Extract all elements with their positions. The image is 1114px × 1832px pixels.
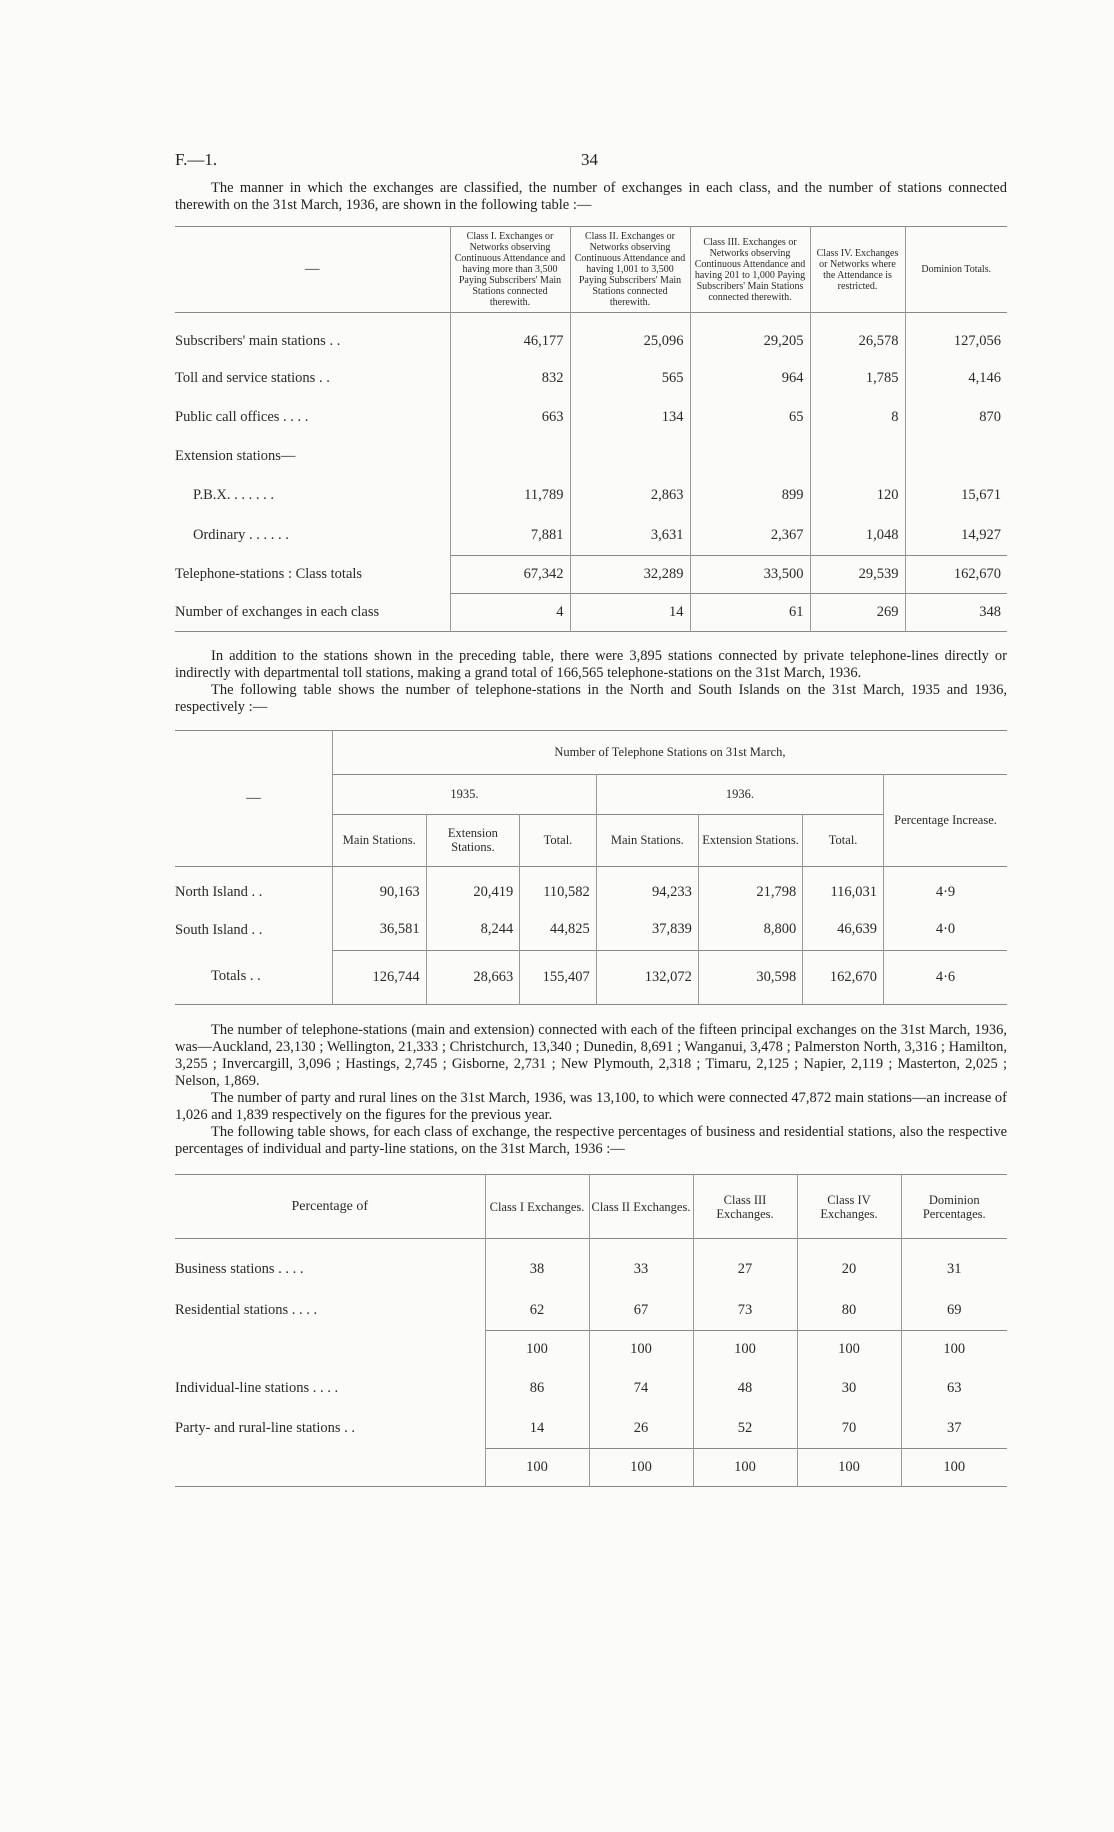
table2-percentage-header: Percentage Increase. [884,774,1007,866]
paragraph-additional-stations: In addition to the stations shown in the preceding table, there were 3,895 stations connected by private telephone-lines directly or indirectly with departmental toll stations, making a grand total of 166,565 telephone-stations on the 31st March, 1936. [175,647,1007,681]
table-row: P.B.X. . . . . . . 11,789 2,863 899 120 15,671 [175,476,1007,516]
table-row: Extension stations— [175,437,1007,476]
document-reference: F.—1. [175,150,218,169]
table1-header-class-1: Class I. Exchanges or Networks observing Continuous Attendance and having more than 3,500 Paying Subscribers' Main Stations connected therewith. [450,227,570,313]
paragraph-principal-exchanges: The number of telephone-stations (main and extension) connected with each of the fifteen principal exchanges on the 31st March, 1936, was—Auckland, 23,130 ; Wellington, 21,333 ; Christchurch, 13,340 ; Dunedin, 8,691 ; Wanganui, 3,478 ; Palmerston North, 3,316 ; Hamilton, 3,255 ; Invercargill, 3,096 ; Hastings, 2,745 ; Gisborne, 2,731 ; New Plymouth, 2,318 ; Timaru, 2,125 ; Napier, 2,119 ; Masterton, 2,025 ; Nelson, 1,869. [175,1022,1007,1089]
paragraph-party-rural-lines: The number of party and rural lines on the 31st March, 1936, was 13,100, to which were connected 47,872 main stations—an increase of 1,026 and 1,839 respectively on the figures for the previous year. [175,1090,1007,1123]
page-number: 34 [581,150,598,169]
percentages-table [175,1174,1007,1491]
page-header [175,150,1007,180]
table3-header-class-1: Class I Exchanges. [485,1175,589,1239]
table3-header-class-2: Class II Exchanges. [589,1175,693,1239]
table2-year-1935: 1935. [332,774,596,814]
table-row: North Island . . 90,163 20,419 110,582 94,233 21,798 116,031 4·9 [175,866,1007,910]
islands-stations-table: — Number of Telephone Stations on 31st March, 1935. 1936. Percentage Increase. Main Stations. Extension Stations. Total. Main Stations. Extension Stations. Total. North Island . . 90,163 20,419 110,582 94,233 21,798 116,031 4·9 South Island . . 36,581 8,244 44,825 37,839 8,800 46,639 4·0 Totals . . 126,744 28,663 155,407 132,072 30,598 162,670 4·6 [175,730,1007,1009]
table3-header-class-4: Class IV Exchanges. [797,1175,901,1239]
table-row: South Island . . 36,581 8,244 44,825 37,839 8,800 46,639 4·0 [175,910,1007,950]
table-row: Telephone-stations : Class totals 67,342 32,289 33,500 29,539 162,670 [175,556,1007,594]
table-row: Totals . . 126,744 28,663 155,407 132,072 30,598 162,670 4·6 [175,950,1007,1004]
table-row: Toll and service stations . . 832 565 964 1,785 4,146 [175,359,1007,398]
table1-header-class-4: Class IV. Exchanges or Networks where the Attendance is restricted. [810,227,905,313]
table-row: 100 100 100 100 100 [175,1449,1007,1487]
table1-header-class-2: Class II. Exchanges or Networks observing Continuous Attendance and having 1,001 to 3,500 Paying Subscribers' Main Stations connected therewith. [570,227,690,313]
document-page [175,150,1007,1491]
table1-header-class-3: Class III. Exchanges or Networks observing Continuous Attendance and having 201 to 1,000 Paying Subscribers' Main Stations connected therewith. [690,227,810,313]
table-row: Residential stations . . . . 62 67 73 80 69 [175,1291,1007,1331]
table-row: Party- and rural-line stations . . 14 26 52 70 37 [175,1409,1007,1449]
table-row: Number of exchanges in each class 4 14 61 269 348 [175,594,1007,632]
paragraph-percentages-intro: The following table shows, for each class of exchange, the respective percentages of business and residential stations, also the respective percentages of individual and party-line stations, on the 31st March, 1936 :— [175,1124,1007,1157]
exchange-classes-table [175,226,1007,636]
table-row: Public call offices . . . . 663 134 65 8 870 [175,398,1007,437]
table-row: Subscribers' main stations . . 46,177 25,096 29,205 26,578 127,056 [175,313,1007,359]
table-row: Business stations . . . . 38 33 27 20 31 [175,1239,1007,1291]
table3-corner: Percentage of [291,1198,369,1214]
table2-year-1936: 1936. [596,774,883,814]
table3-header-class-3: Class III Exchanges. [693,1175,797,1239]
table-row: Individual-line stations . . . . 86 74 48 30 63 [175,1369,1007,1409]
table3-header-dominion: Dominion Percentages. [901,1175,1007,1239]
table2-corner: — [246,789,261,806]
table1-corner: — [305,261,320,277]
paragraph-intro: The manner in which the exchanges are classified, the number of exchanges in each class, and the number of stations connected therewith on the 31st March, 1936, are shown in the following table :— [175,180,1007,213]
table-row: 100 100 100 100 100 [175,1331,1007,1369]
table2-group-title: Number of Telephone Stations on 31st March, [332,730,1007,774]
table1-header-dominion: Dominion Totals. [905,227,1007,313]
table-row: Ordinary . . . . . . 7,881 3,631 2,367 1,048 14,927 [175,516,1007,556]
paragraph-islands-intro: The following table shows the number of telephone-stations in the North and South Islands on the 31st March, 1935 and 1936, respectively :— [175,681,1007,715]
